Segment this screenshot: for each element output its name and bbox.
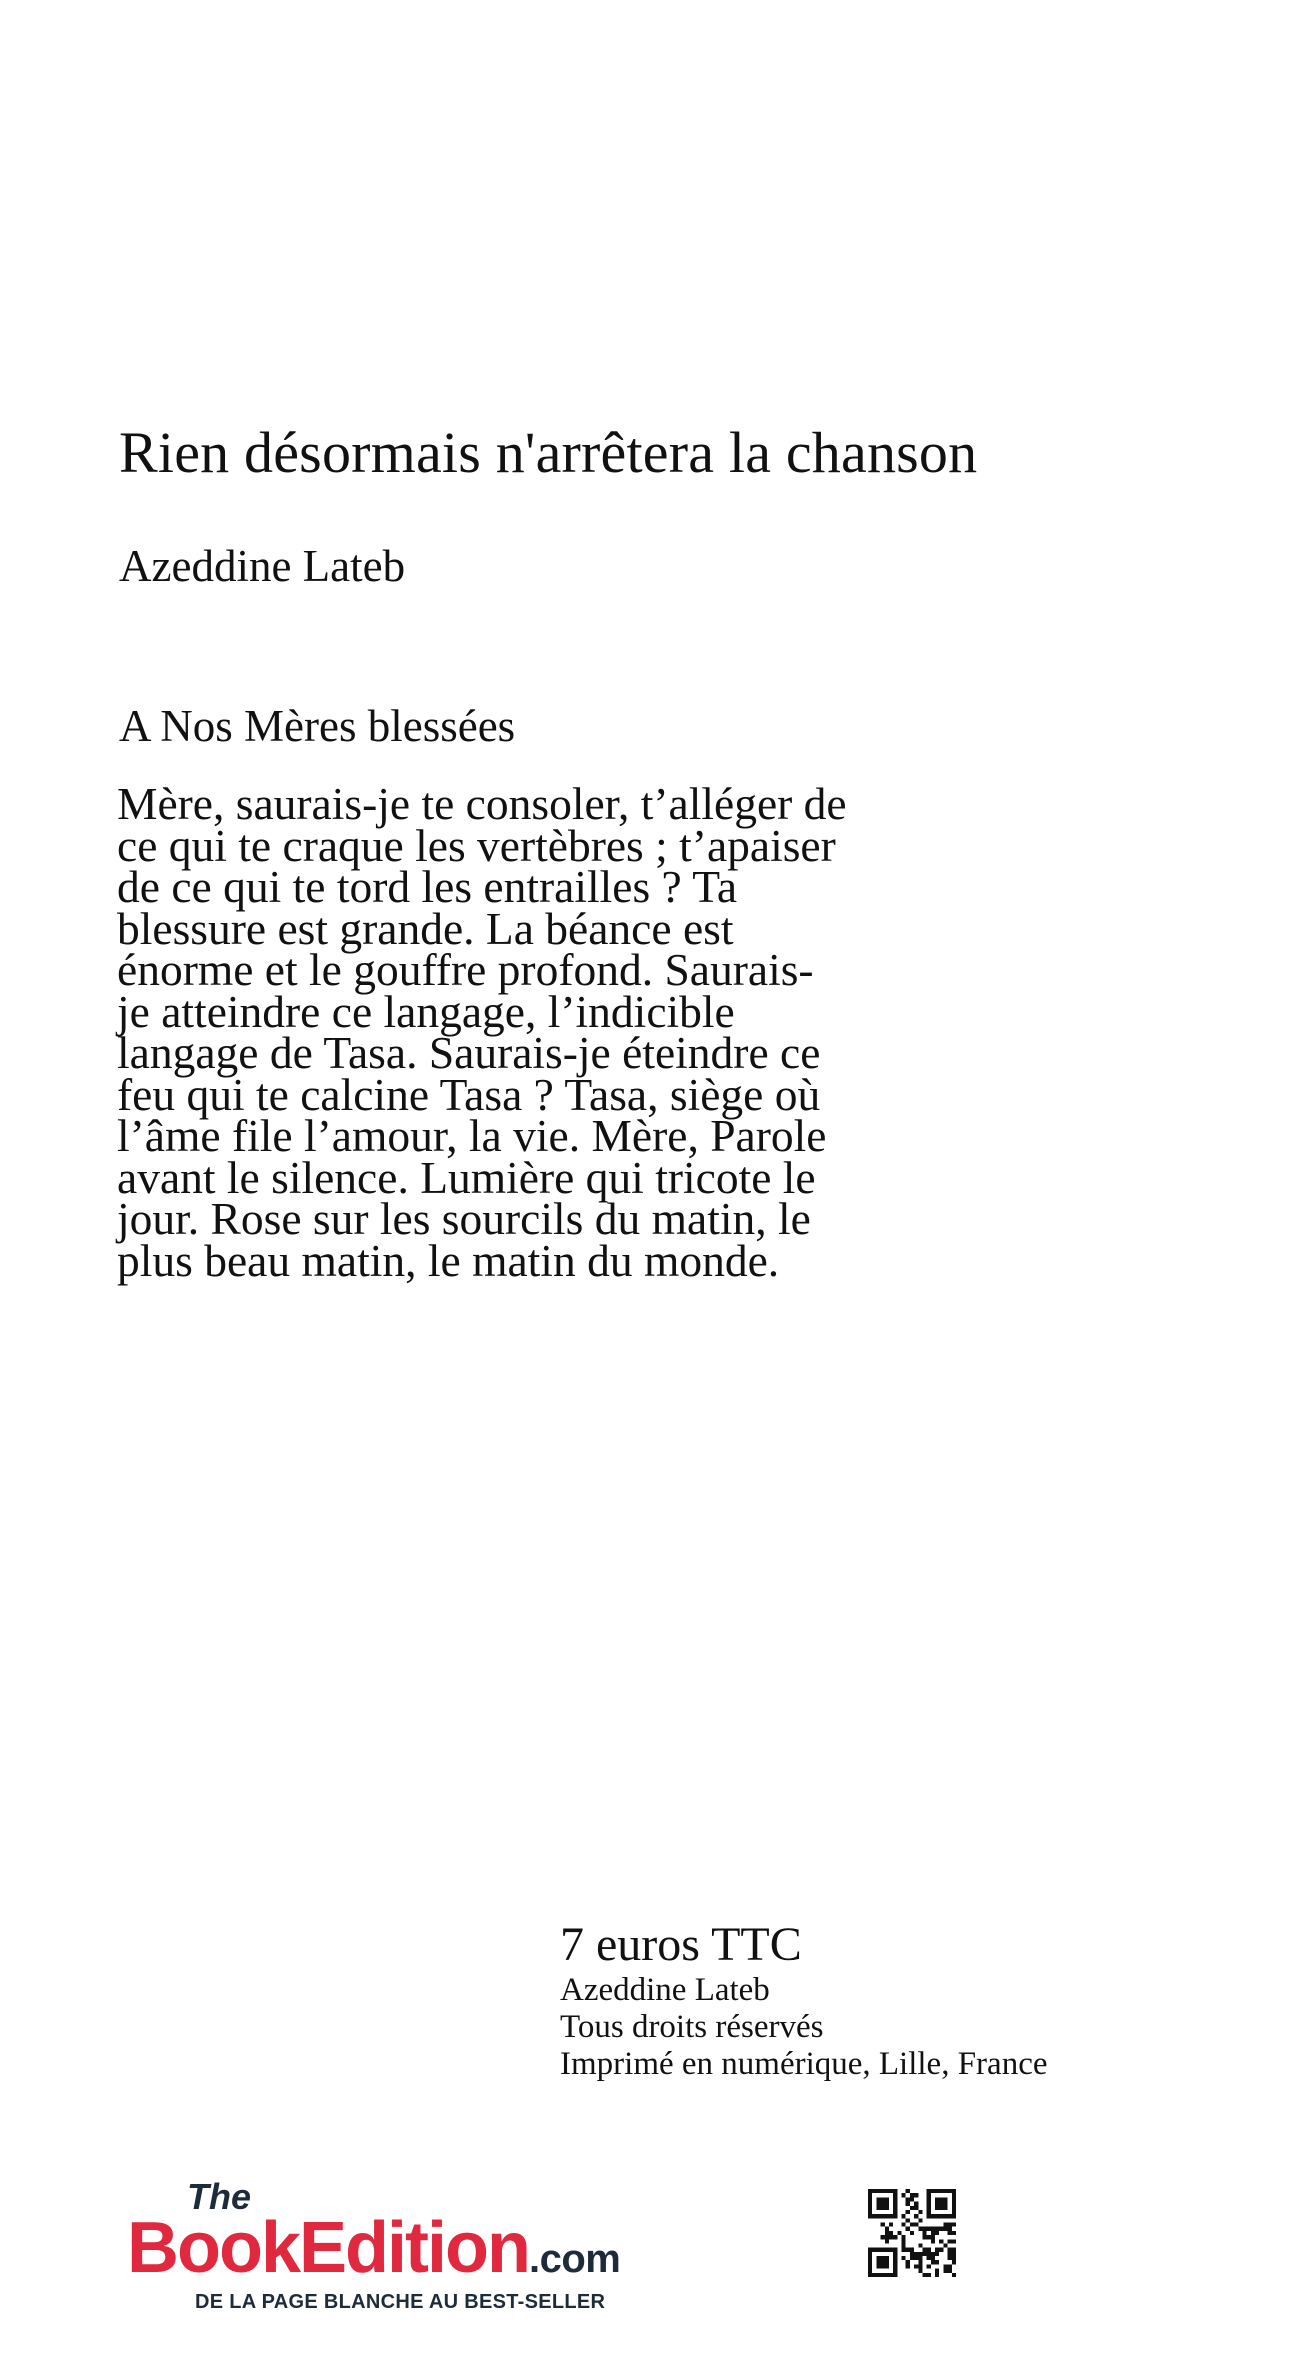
poem-line: je atteindre ce langage, l’indicible	[117, 985, 735, 1037]
qr-code-icon	[868, 2189, 956, 2277]
poem-excerpt	[117, 778, 997, 1286]
rights-notice: Tous droits réservés	[560, 2009, 824, 2045]
logo-tld: .com	[528, 2237, 621, 2281]
poem-line: blessure est grande. La béance est	[117, 902, 734, 954]
logo-the: The	[187, 2176, 252, 2217]
poem-line: feu qui te calcine Tasa ? Tasa, siège où	[117, 1068, 821, 1120]
poem-line: de ce qui te tord les entrailles ? Ta	[117, 861, 738, 912]
poem-line: Mère, saurais-je te consoler, t’alléger de	[117, 778, 847, 829]
poem-line: énorme et le gouffre profond. Saurais-	[117, 944, 814, 995]
poem-line: l’âme file l’amour, la vie. Mère, Parole	[117, 1110, 827, 1161]
logo-brand: BookEdition	[127, 2208, 529, 2288]
dedication: A Nos Mères blessées	[119, 701, 516, 751]
book-author: Azeddine Lateb	[119, 541, 406, 591]
poem-line: plus beau matin, le matin du monde.	[117, 1234, 780, 1286]
poem-line: langage de Tasa. Saurais-je éteindre ce	[117, 1027, 821, 1078]
book-title: Rien désormais n'arrêtera la chanson	[119, 420, 978, 485]
poem-line: jour. Rose sur les sourcils du matin, le	[117, 1193, 811, 1244]
print-location: Imprimé en numérique, Lille, France	[560, 2046, 1048, 2082]
imprint-block	[560, 1918, 1048, 2083]
publisher-logo	[127, 2178, 727, 2328]
price: 7 euros TTC	[560, 1918, 802, 1971]
poem-line: avant le silence. Lumière qui tricote le	[117, 1151, 816, 1203]
poem-line: ce qui te craque les vertèbres ; t’apaiser	[117, 819, 836, 871]
imprint-author: Azeddine Lateb	[560, 1972, 770, 2008]
logo-tagline: DE LA PAGE BLANCHE AU BEST-SELLER	[195, 2291, 606, 2313]
